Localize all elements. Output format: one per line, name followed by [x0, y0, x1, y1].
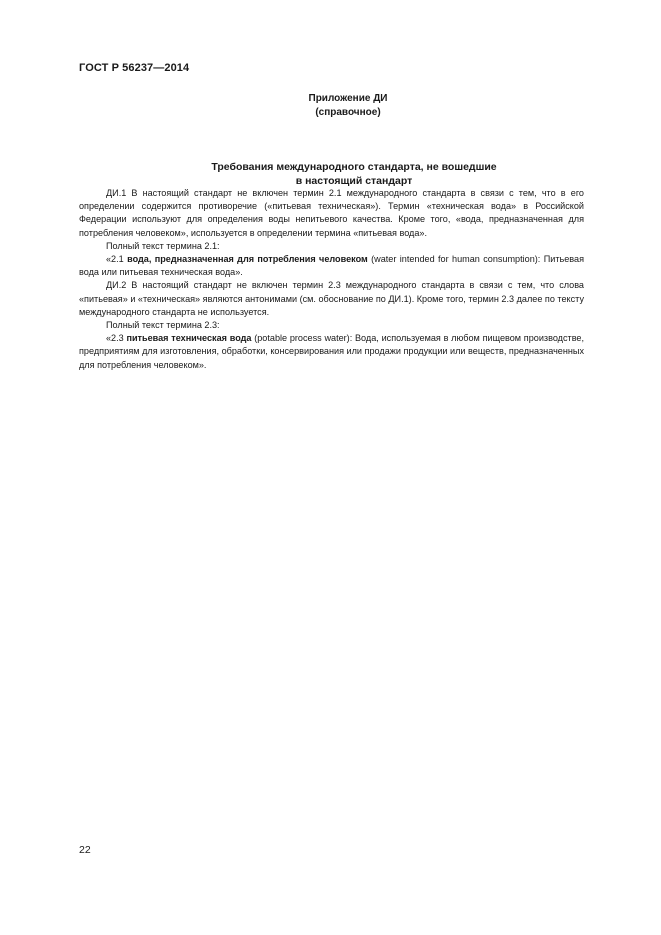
appendix-type: (справочное) [315, 107, 381, 118]
term-name: питьевая техническая вода [126, 333, 252, 344]
term-name: вода, предназначенная для потребления человеком [127, 254, 368, 265]
paragraph-di2: ДИ.2 В настоящий стандарт не включен термин 2.3 международного стандарта в связи с тем, что слова «питьевая» и «техническая» являются антонимами (см. обоснование по ДИ.1). Кроме того, термин 2.3 далее по тексту международного стандарта не используется. [79, 280, 584, 317]
section-title-line-1: Требования международного стандарта, не вошедшие [211, 161, 497, 173]
paragraph-full-text-2-3: Полный текст термина 2.3: [106, 320, 220, 331]
term-definition: (water intended for human consumption): Питьевая вода или питьевая техническая вода». [79, 254, 584, 278]
term-number: «2.1 [106, 254, 128, 265]
page-number: 22 [79, 844, 91, 856]
paragraph-term-2-1 [79, 253, 584, 279]
appendix-label: Приложение ДИ [308, 93, 388, 104]
appendix-heading [0, 92, 661, 120]
term-number: «2.3 [106, 333, 127, 344]
body-text [79, 187, 584, 372]
term-definition: (potable process water): Вода, используемая в любом пищевом производстве, предприятиям для изготовления, обработки, консервирования или продажи продукции или веществ, предназначенных для потребления человеком». [79, 333, 585, 370]
section-title [0, 160, 661, 188]
paragraph-full-text-2-1: Полный текст термина 2.1: [106, 240, 220, 251]
paragraph-di1: ДИ.1 В настоящий стандарт не включен термин 2.1 международного стандарта в связи с тем, что в его определении содержится противоречие («питьевая техническая»). Термин «техническая вода» в Российской Федерации используют для определения воды непитьевого качества. Кроме того, «вода, предназначенная для потребления человеком», используется в определении термина «питьевая вода». [79, 188, 584, 238]
paragraph-term-2-3 [79, 332, 584, 372]
section-title-line-2: в настоящий стандарт [295, 175, 413, 187]
document-code: ГОСТ Р 56237—2014 [79, 62, 190, 74]
